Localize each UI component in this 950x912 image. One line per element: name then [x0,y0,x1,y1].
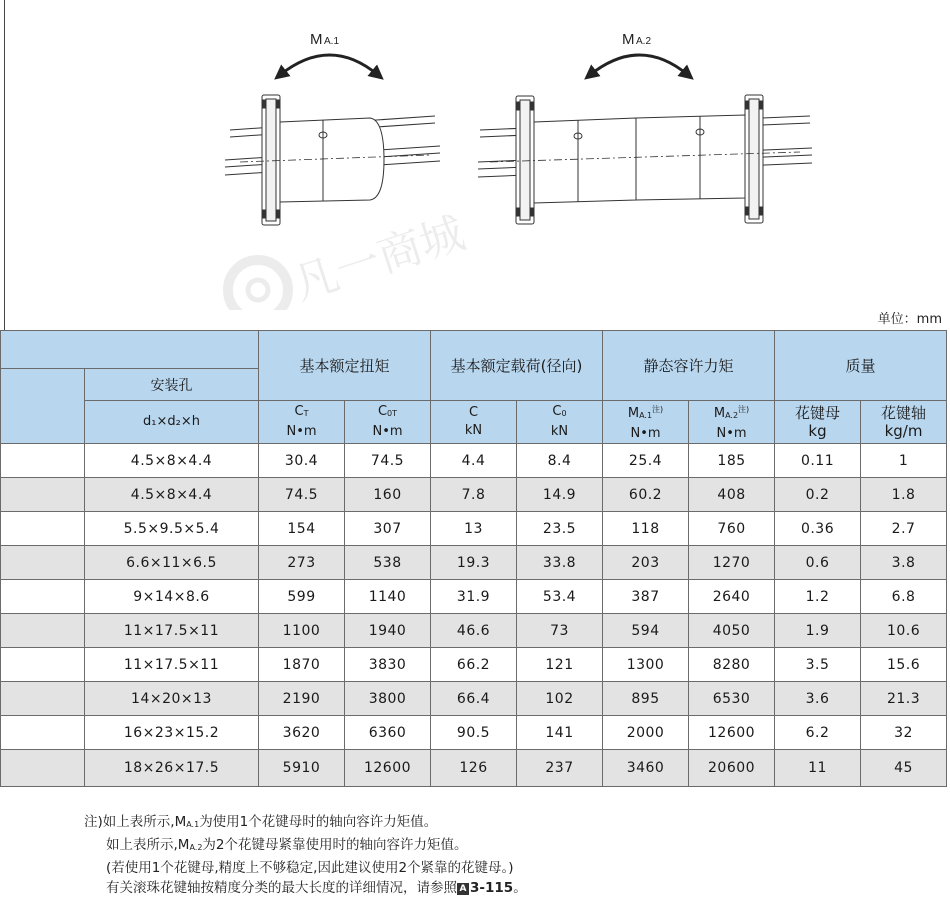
table-cell: 2.7 [861,512,947,546]
table-cell: 538 [345,546,431,580]
table-cell: 20600 [689,750,775,787]
double-nut-assembly [478,55,812,224]
row-blank-cell [1,580,85,614]
table-cell: 1870 [259,648,345,682]
svg-text:M: M [310,31,323,48]
note-line-2: 如上表所示,MA.2为2个花键母紧靠使用时的轴向容许力矩值。 [106,837,468,853]
table-cell: 307 [345,512,431,546]
table-row [1,546,947,580]
table-row [1,648,947,682]
table-cell: 0.6 [775,546,861,580]
table-cell: 1 [861,444,947,478]
header-blank [1,331,259,369]
svg-text:M: M [622,31,635,48]
header-ma2: $MA.2^{注)}$ N•m [689,401,775,444]
table-cell: 237 [517,750,603,787]
table-body [1,444,947,787]
page-ref-link[interactable]: 3-115 [470,880,514,896]
row-blank-cell [1,750,85,787]
table-cell: 11×17.5×11 [85,614,259,648]
table-cell: 16×23×15.2 [85,716,259,750]
table-row [1,716,947,750]
table-cell: 0.36 [775,512,861,546]
table-cell: 23.5 [517,512,603,546]
table-cell: 5910 [259,750,345,787]
table-cell: 9×14×8.6 [85,580,259,614]
svg-text:凡一商城: 凡一商城 [287,207,471,310]
note-line-3: (若使用1个花键母,精度上不够稳定,因此建议使用2个紧靠的花键母。) [106,860,514,876]
header-static-moment: 静态容许力矩 [603,331,775,401]
table-cell: 4.5×8×4.4 [85,444,259,478]
table-cell: 2190 [259,682,345,716]
table-row [1,444,947,478]
header-mount-hole: 安装孔 [85,369,259,401]
table-cell: 1140 [345,580,431,614]
row-blank-cell [1,614,85,648]
table-cell: 3830 [345,648,431,682]
table-cell: 13 [431,512,517,546]
table-cell: 7.8 [431,478,517,512]
table-row [1,682,947,716]
table-cell: 3620 [259,716,345,750]
header-cot: C0T N•m [345,401,431,444]
svg-text:A.2: A.2 [636,36,652,47]
table-row [1,512,947,546]
header-mount-hole-dims: d₁×d₂×h [85,401,259,444]
table-cell: 18×26×17.5 [85,750,259,787]
table-cell: 66.2 [431,648,517,682]
table-cell: 1.9 [775,614,861,648]
table-cell: 3.6 [775,682,861,716]
table-cell: 21.3 [861,682,947,716]
table-cell: 6.6×11×6.5 [85,546,259,580]
unit-label: 单位：mm [877,312,942,327]
row-blank-cell [1,444,85,478]
header-rated-load: 基本额定载荷(径向) [431,331,603,401]
table-cell: 594 [603,614,689,648]
header-row-sub [1,401,947,444]
table-cell: 1.8 [861,478,947,512]
table-cell: 8280 [689,648,775,682]
table-cell: 3.8 [861,546,947,580]
notes [84,812,527,898]
table-cell: 12600 [689,716,775,750]
table-cell: 141 [517,716,603,750]
table-row [1,750,947,787]
table-cell: 6.2 [775,716,861,750]
table-cell: 90.5 [431,716,517,750]
row-blank-cell [1,512,85,546]
table-cell: 160 [345,478,431,512]
moment-label-right [622,31,651,48]
table-cell: 273 [259,546,345,580]
single-nut-assembly [225,55,440,225]
header-rated-torque: 基本额定扭矩 [259,331,431,401]
table-cell: 11×17.5×11 [85,648,259,682]
header-c0: C0 kN [517,401,603,444]
table-cell: 12600 [345,750,431,787]
table-cell: 1270 [689,546,775,580]
table-cell: 5.5×9.5×5.4 [85,512,259,546]
table-cell: 3.5 [775,648,861,682]
table-cell: 10.6 [861,614,947,648]
row-blank-cell [1,648,85,682]
table-cell: 4.4 [431,444,517,478]
header-ct: CT N•m [259,401,345,444]
header-c: C kN [431,401,517,444]
ball-spline-moment-diagram [0,0,950,310]
table-cell: 19.3 [431,546,517,580]
table-cell: 185 [689,444,775,478]
table-cell: 387 [603,580,689,614]
table-cell: 74.5 [345,444,431,478]
table-row [1,580,947,614]
table-cell: 45 [861,750,947,787]
table-cell: 1100 [259,614,345,648]
table-cell: 4.5×8×4.4 [85,478,259,512]
table-cell: 66.4 [431,682,517,716]
table-cell: 14.9 [517,478,603,512]
table-cell: 895 [603,682,689,716]
table-cell: 3460 [603,750,689,787]
table-cell: 1.2 [775,580,861,614]
header-left-blank [1,369,85,444]
row-blank-cell [1,546,85,580]
specification-table [0,330,947,787]
table-cell: 154 [259,512,345,546]
table-cell: 118 [603,512,689,546]
table-row [1,478,947,512]
table-cell: 126 [431,750,517,787]
table-cell: 74.5 [259,478,345,512]
table-cell: 121 [517,648,603,682]
table-cell: 8.4 [517,444,603,478]
table-cell: 15.6 [861,648,947,682]
header-row-groups [1,331,947,369]
header-ma1: $MA.1^{注)}$ N•m [603,401,689,444]
table-cell: 408 [689,478,775,512]
table-cell: 73 [517,614,603,648]
header-nut-mass: 花键母 kg [775,401,861,444]
table-cell: 6360 [345,716,431,750]
table-cell: 203 [603,546,689,580]
table-row [1,614,947,648]
table-cell: 4050 [689,614,775,648]
table-cell: 2640 [689,580,775,614]
header-shaft-mass: 花键轴 kg/m [861,401,947,444]
table-cell: 1300 [603,648,689,682]
table-cell: 46.6 [431,614,517,648]
table-cell: 599 [259,580,345,614]
row-blank-cell [1,682,85,716]
table-cell: 33.8 [517,546,603,580]
table-cell: 30.4 [259,444,345,478]
table-cell: 3800 [345,682,431,716]
table-cell: 0.11 [775,444,861,478]
table-cell: 1940 [345,614,431,648]
table-cell: 6.8 [861,580,947,614]
table-cell: 53.4 [517,580,603,614]
note-line-4: 有关滚珠花键轴按精度分类的最大长度的详细情况，请参照 A 3-115。 [106,880,527,896]
table-cell: 2000 [603,716,689,750]
table-cell: 60.2 [603,478,689,512]
table-cell: 32 [861,716,947,750]
table-cell: 760 [689,512,775,546]
row-blank-cell [1,716,85,750]
table-cell: 31.9 [431,580,517,614]
table-cell: 11 [775,750,861,787]
moment-label-left [310,31,339,48]
table-cell: 0.2 [775,478,861,512]
table-cell: 6530 [689,682,775,716]
table-cell: 14×20×13 [85,682,259,716]
row-blank-cell [1,478,85,512]
table-cell: 102 [517,682,603,716]
svg-text:A.1: A.1 [324,36,340,47]
note-line-1: 注)如上表所示,MA.1为使用1个花键母时的轴向容许力矩值。 [84,814,438,830]
table-cell: 25.4 [603,444,689,478]
header-mass: 质量 [775,331,947,401]
page-ref-icon: A [457,883,469,895]
